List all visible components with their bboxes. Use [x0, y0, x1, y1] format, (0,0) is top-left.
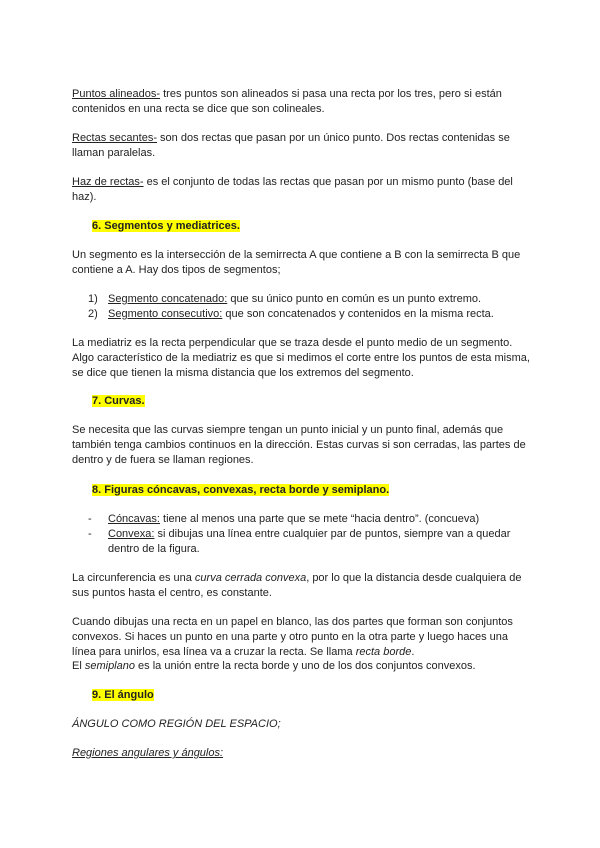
paragraph-semiplano — [72, 659, 532, 674]
list-term: Cóncavas: — [108, 513, 160, 525]
paragraph-haz-de-rectas — [72, 175, 532, 205]
text-run: El — [72, 660, 85, 672]
paragraph-segmento: Un segmento es la intersección de la semirrecta A que contiene a B con la semirrecta B que contiene a A. Hay dos tipos de segmentos; — [72, 249, 521, 276]
heading-figuras — [92, 483, 389, 498]
text-run: es la unión entre la recta borde y uno de los dos conjuntos convexos. — [134, 660, 476, 672]
text-run: , por lo que la distancia desde cualquiera de sus puntos hasta el centro, es constante. — [72, 572, 522, 599]
heading-curvas — [92, 394, 145, 409]
subheading-text: Regiones angulares y ángulos: — [72, 747, 224, 759]
list-marker: 1) — [88, 293, 98, 305]
list-item-concavas — [88, 512, 528, 527]
paragraph-circunferencia — [72, 571, 532, 601]
heading-text: 8. Figuras cóncavas, convexas, recta borde y semiplano. — [92, 484, 390, 496]
heading-text: 6. Segmentos y mediatrices. — [92, 220, 240, 232]
italic-term: curva cerrada convexa — [194, 572, 307, 584]
paragraph-recta-borde — [72, 615, 532, 660]
paragraph-rectas-secantes — [72, 131, 532, 161]
text-run: Cuando dibujas una recta en un papel en blanco, las dos partes que forman son conjuntos convexos. Si haces un punto en una parte y otro punto en la otra parte y luego haces una línea para unirlos, esa línea va a cruzar la recta. Se llama — [72, 616, 513, 658]
list-term: Segmento consecutivo: — [108, 308, 223, 320]
list-text: que su único punto en común es un punto extremo. — [227, 293, 482, 305]
list-text: tiene al menos una parte que se mete “hacia dentro”. (concueva) — [159, 513, 480, 525]
heading-text: 9. El ángulo — [92, 689, 154, 701]
definition-text: son dos rectas que pasan por un único punto. Dos rectas contenidas se llaman paralelas. — [72, 132, 510, 159]
paragraph-mediatriz: La mediatriz es la recta perpendicular que se traza desde el punto medio de un segmento. Algo característico de la mediatriz es que si medimos el corte entre los puntos de esta misma, se dice que tienen la misma distancia que los extremos del segmento. — [72, 337, 530, 379]
list-text: si dibujas una línea entre cualquier par de puntos, siempre van a quedar dentro de la figura. — [108, 528, 511, 555]
list-text: que son concatenados y contenidos en la misma recta. — [222, 308, 494, 320]
term-haz-de-rectas: Haz de rectas- — [72, 176, 144, 188]
definition-text: es el conjunto de todas las rectas que pasan por un mismo punto (base del haz). — [72, 176, 513, 203]
list-marker: - — [88, 513, 92, 525]
paragraph-curvas: Se necesita que las curvas siempre tengan un punto inicial y un punto final, además que también tenga cambios continuos en la dirección. Estas curvas si son cerradas, las partes de dentro y de fuera se llaman regiones. — [72, 424, 526, 466]
paragraph-angulo-region: ÁNGULO COMO REGIÓN DEL ESPACIO; — [72, 718, 281, 730]
text-run: . — [411, 646, 415, 658]
heading-text: 7. Curvas. — [92, 395, 145, 407]
list-item-segmento-concatenado — [88, 292, 528, 307]
heading-segmentos — [92, 219, 240, 234]
list-marker: 2) — [88, 308, 98, 320]
term-puntos-alineados: Puntos alineados- — [72, 88, 161, 100]
text-run: La circunferencia es una — [72, 572, 195, 584]
italic-term: recta borde — [355, 646, 412, 658]
subheading-regiones-angulares — [72, 746, 532, 761]
italic-term: semiplano — [84, 660, 135, 672]
list-marker: - — [88, 528, 92, 540]
definition-text: tres puntos son alineados si pasa una recta por los tres, pero si están contenidos en una recta se dice que son colineales. — [72, 88, 502, 115]
list-item-segmento-consecutivo — [88, 307, 528, 322]
list-term: Segmento concatenado: — [108, 293, 228, 305]
paragraph-puntos-alineados — [72, 87, 532, 117]
heading-angulo — [92, 688, 154, 703]
term-rectas-secantes: Rectas secantes- — [72, 132, 157, 144]
list-term: Convexa: — [108, 528, 155, 540]
list-item-convexa — [88, 527, 528, 557]
